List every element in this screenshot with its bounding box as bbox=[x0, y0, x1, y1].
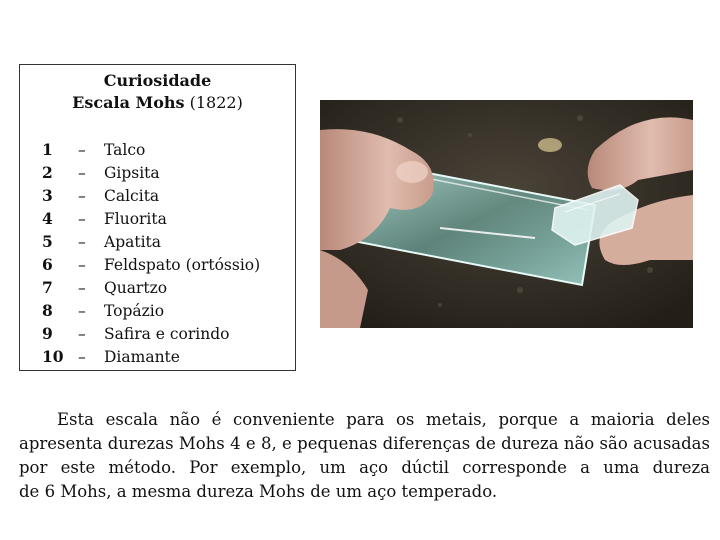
mineral-row bbox=[42, 138, 291, 161]
mineral-dash: – bbox=[78, 347, 86, 366]
mineral-dash: – bbox=[78, 278, 86, 297]
mineral-dash: – bbox=[78, 140, 86, 159]
mineral-hardness: 1 bbox=[42, 140, 53, 159]
mineral-name: Feldspato (ortóssio) bbox=[104, 255, 261, 274]
mineral-row bbox=[42, 207, 291, 230]
mineral-hardness: 10 bbox=[42, 347, 64, 366]
explanatory-paragraph bbox=[19, 408, 710, 504]
mineral-row bbox=[42, 322, 291, 345]
scale-name: Escala Mohs bbox=[72, 93, 185, 112]
mineral-row bbox=[42, 230, 291, 253]
mineral-hardness: 8 bbox=[42, 301, 53, 320]
mineral-dash: – bbox=[78, 163, 86, 182]
mineral-row bbox=[42, 161, 291, 184]
mineral-hardness: 9 bbox=[42, 324, 53, 343]
mineral-name: Safira e corindo bbox=[104, 324, 230, 343]
mineral-name: Gipsita bbox=[104, 163, 160, 182]
mineral-dash: – bbox=[78, 255, 86, 274]
mineral-row bbox=[42, 276, 291, 299]
box-title: Curiosidade bbox=[103, 71, 212, 90]
mohs-scale-box bbox=[19, 64, 296, 371]
mineral-list bbox=[42, 138, 291, 368]
mineral-dash: – bbox=[78, 186, 86, 205]
photo-glass-scratch bbox=[320, 100, 693, 328]
mineral-hardness: 7 bbox=[42, 278, 53, 297]
mineral-dash: – bbox=[78, 232, 86, 251]
paragraph-line-4: de 6 Mohs, a mesma dureza Mohs de um aço temperado. bbox=[19, 482, 498, 501]
mineral-row bbox=[42, 345, 291, 368]
mineral-hardness: 3 bbox=[42, 186, 53, 205]
mineral-name: Apatita bbox=[104, 232, 162, 251]
mineral-hardness: 5 bbox=[42, 232, 53, 251]
mineral-hardness: 2 bbox=[42, 163, 53, 182]
mineral-dash: – bbox=[78, 209, 86, 228]
mineral-hardness: 6 bbox=[42, 255, 53, 274]
mineral-name: Calcita bbox=[104, 186, 160, 205]
mineral-name: Topázio bbox=[104, 301, 165, 320]
paragraph-line-3: por este método. Por exemplo, um aço dúctil corresponde a uma dureza bbox=[19, 458, 710, 477]
mineral-name: Talco bbox=[104, 140, 146, 159]
mineral-row bbox=[42, 299, 291, 322]
mineral-row bbox=[42, 184, 291, 207]
mineral-name: Diamante bbox=[104, 347, 180, 366]
paragraph-line-2: apresenta durezas Mohs 4 e 8, e pequenas diferenças de dureza não são acusadas bbox=[19, 434, 710, 453]
paragraph-line-1: Esta escala não é conveniente para os metais, porque a maioria deles bbox=[57, 410, 710, 429]
mineral-row bbox=[42, 253, 291, 276]
mineral-dash: – bbox=[78, 301, 86, 320]
mineral-hardness: 4 bbox=[42, 209, 53, 228]
mineral-name: Quartzo bbox=[104, 278, 168, 297]
box-subtitle bbox=[20, 92, 295, 114]
mineral-dash: – bbox=[78, 324, 86, 343]
photo-illustration bbox=[320, 100, 693, 328]
mineral-name: Fluorita bbox=[104, 209, 167, 228]
scale-year: (1822) bbox=[184, 93, 243, 112]
